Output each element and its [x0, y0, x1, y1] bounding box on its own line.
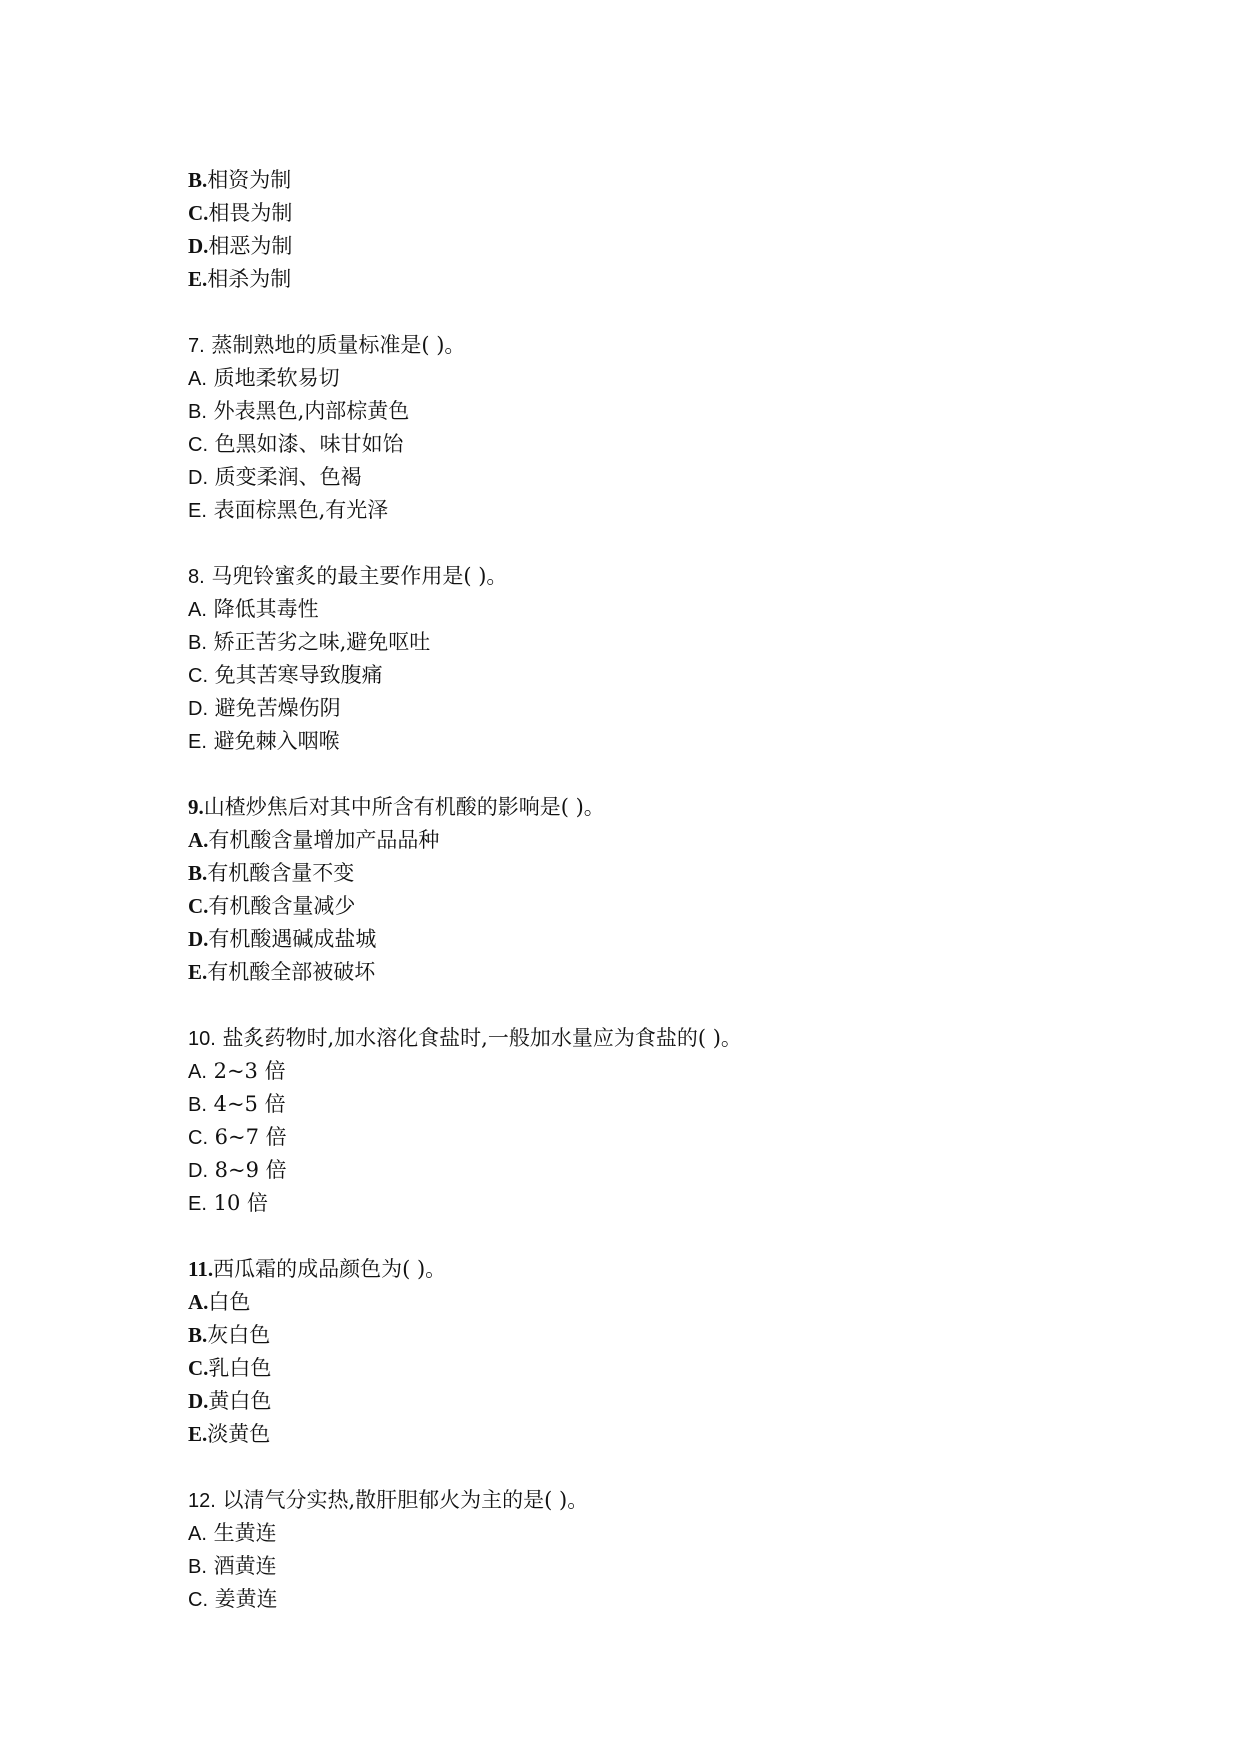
- question-block: [188, 560, 1148, 758]
- option-label: D.: [188, 467, 208, 489]
- option-text: 有机酸遇碱成盐城: [208, 927, 377, 951]
- option-text: 酒黄连: [206, 1554, 277, 1578]
- option-line: [188, 692, 1148, 725]
- question-stem: [188, 1484, 1148, 1517]
- question-text: 马兜铃蜜炙的最主要作用是( )。: [204, 564, 508, 588]
- question-text: 山楂炒焦后对其中所含有机酸的影响是( )。: [203, 795, 605, 819]
- option-line: [188, 461, 1148, 494]
- question-stem: [188, 329, 1148, 362]
- option-text: 10 倍: [206, 1191, 268, 1215]
- option-label: D.: [188, 1160, 208, 1182]
- option-label: C.: [188, 1127, 208, 1149]
- option-label: B.: [188, 1323, 208, 1347]
- option-label: E.: [188, 1422, 208, 1446]
- option-label: A.: [188, 368, 207, 390]
- question-number: 12.: [188, 1490, 216, 1512]
- spacer: [188, 527, 1148, 560]
- option-line: [188, 1088, 1148, 1121]
- option-line: [188, 1286, 1148, 1319]
- option-line: [188, 725, 1148, 758]
- option-text: 避免苦燥伤阴: [208, 696, 341, 720]
- option-text: 相恶为制: [208, 234, 293, 258]
- option-line: [188, 395, 1148, 428]
- spacer: [188, 989, 1148, 1022]
- option-label: D.: [188, 1389, 209, 1413]
- option-label: C.: [188, 201, 209, 225]
- spacer: [188, 1451, 1148, 1484]
- option-label: B.: [188, 168, 208, 192]
- option-label: A.: [188, 828, 209, 852]
- question-stem: [188, 560, 1148, 593]
- option-line: [188, 164, 1148, 197]
- option-line: [188, 362, 1148, 395]
- option-text: 有机酸全部被破坏: [207, 960, 376, 984]
- question-number: 8.: [188, 566, 205, 588]
- option-label: E.: [188, 731, 207, 753]
- option-label: E.: [188, 960, 208, 984]
- option-line: [188, 1352, 1148, 1385]
- option-text: 有机酸含量增加产品品种: [208, 828, 440, 852]
- lead-options: [188, 164, 1148, 296]
- option-line: [188, 857, 1148, 890]
- option-label: E.: [188, 1193, 207, 1215]
- option-text: 质变柔润、色褐: [208, 465, 362, 489]
- option-label: C.: [188, 1589, 208, 1611]
- option-line: [188, 1385, 1148, 1418]
- option-line: [188, 890, 1148, 923]
- spacer: [188, 296, 1148, 329]
- option-line: [188, 1319, 1148, 1352]
- option-text: 黄白色: [208, 1389, 272, 1413]
- question-text: 盐炙药物时,加水溶化食盐时,一般加水量应为食盐的( )。: [215, 1026, 742, 1050]
- option-label: C.: [188, 894, 209, 918]
- option-label: B.: [188, 401, 207, 423]
- option-line: [188, 1418, 1148, 1451]
- option-line: [188, 1187, 1148, 1220]
- question-block: [188, 791, 1148, 989]
- option-line: [188, 1583, 1148, 1616]
- question-number: 11.: [188, 1257, 214, 1281]
- option-line: [188, 1121, 1148, 1154]
- option-line: [188, 263, 1148, 296]
- option-text: 相资为制: [207, 168, 292, 192]
- spacer: [188, 758, 1148, 791]
- option-line: [188, 1550, 1148, 1583]
- option-text: 灰白色: [207, 1323, 271, 1347]
- question-number: 9.: [188, 795, 204, 819]
- option-text: 相畏为制: [208, 201, 293, 225]
- option-label: A.: [188, 1061, 207, 1083]
- option-line: [188, 824, 1148, 857]
- option-text: 色黑如漆、味甘如饴: [208, 432, 404, 456]
- option-label: C.: [188, 434, 208, 456]
- option-line: [188, 1055, 1148, 1088]
- spacer: [188, 1220, 1148, 1253]
- option-label: C.: [188, 665, 208, 687]
- question-stem: [188, 791, 1148, 824]
- option-text: 淡黄色: [207, 1422, 271, 1446]
- option-line: [188, 593, 1148, 626]
- option-line: [188, 230, 1148, 263]
- option-label: A.: [188, 1523, 207, 1545]
- question-number: 10.: [188, 1028, 216, 1050]
- option-line: [188, 1154, 1148, 1187]
- option-label: A.: [188, 1290, 209, 1314]
- option-label: E.: [188, 500, 207, 522]
- option-text: 有机酸含量减少: [208, 894, 356, 918]
- option-label: B.: [188, 861, 208, 885]
- option-line: [188, 956, 1148, 989]
- option-text: 8~9 倍: [208, 1158, 287, 1182]
- question-text: 蒸制熟地的质量标准是( )。: [204, 333, 466, 357]
- option-text: 降低其毒性: [206, 597, 319, 621]
- question-block: [188, 329, 1148, 527]
- option-text: 免其苦寒导致腹痛: [208, 663, 383, 687]
- question-text: 以清气分实热,散肝胆郁火为主的是( )。: [215, 1488, 589, 1512]
- option-line: [188, 923, 1148, 956]
- option-label: B.: [188, 632, 207, 654]
- option-line: [188, 197, 1148, 230]
- option-line: [188, 428, 1148, 461]
- question-stem: [188, 1253, 1148, 1286]
- option-line: [188, 626, 1148, 659]
- option-text: 2~3 倍: [206, 1059, 286, 1083]
- option-text: 避免棘入咽喉: [206, 729, 340, 753]
- option-label: B.: [188, 1094, 207, 1116]
- option-line: [188, 659, 1148, 692]
- option-text: 白色: [208, 1290, 251, 1314]
- option-text: 有机酸含量不变: [207, 861, 355, 885]
- option-text: 6~7 倍: [208, 1125, 287, 1149]
- option-label: D.: [188, 234, 209, 258]
- option-label: D.: [188, 698, 208, 720]
- option-text: 质地柔软易切: [206, 366, 340, 390]
- option-label: A.: [188, 599, 207, 621]
- option-text: 4~5 倍: [206, 1092, 286, 1116]
- question-block: [188, 1484, 1148, 1616]
- option-line: [188, 1517, 1148, 1550]
- option-text: 矫正苦劣之味,避免呕吐: [206, 630, 431, 654]
- option-line: [188, 494, 1148, 527]
- question-block: [188, 1253, 1148, 1451]
- question-list: [188, 164, 1148, 1616]
- option-text: 乳白色: [208, 1356, 272, 1380]
- option-text: 表面棕黑色,有光泽: [206, 498, 389, 522]
- question-stem: [188, 1022, 1148, 1055]
- option-label: E.: [188, 267, 208, 291]
- option-text: 外表黑色,内部棕黄色: [206, 399, 410, 423]
- question-number: 7.: [188, 335, 205, 357]
- option-label: D.: [188, 927, 209, 951]
- option-text: 相杀为制: [207, 267, 292, 291]
- option-text: 生黄连: [206, 1521, 277, 1545]
- option-label: C.: [188, 1356, 209, 1380]
- option-text: 姜黄连: [208, 1587, 278, 1611]
- question-text: 西瓜霜的成品颜色为( )。: [213, 1257, 447, 1281]
- option-label: B.: [188, 1556, 207, 1578]
- question-block: [188, 1022, 1148, 1220]
